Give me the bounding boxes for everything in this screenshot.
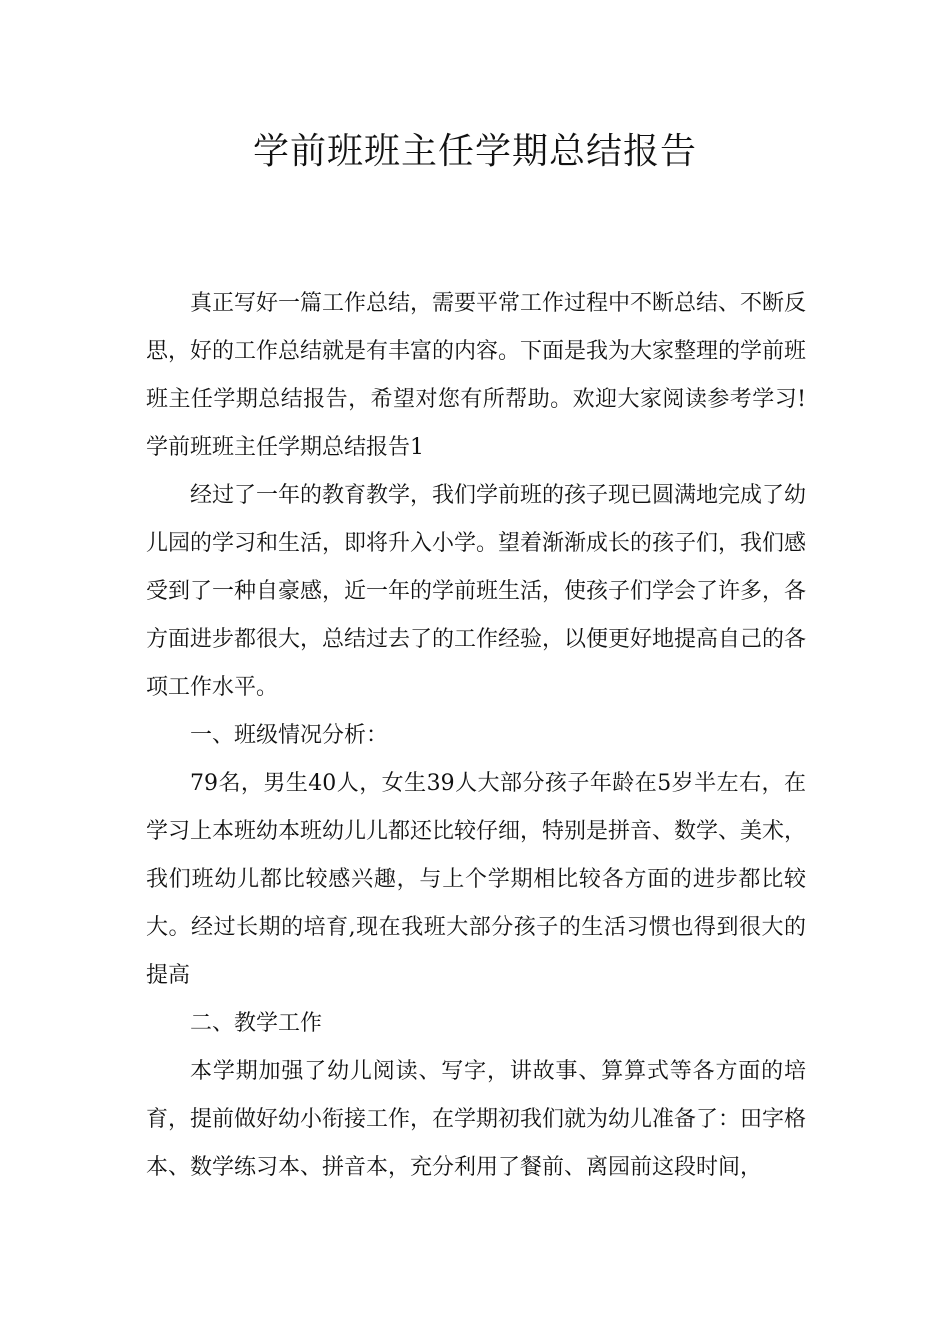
paragraph-intro: 真正写好一篇工作总结，需要平常工作过程中不断总结、不断反思，好的工作总结就是有丰富的内容。下面是我为大家整理的学前班班主任学期总结报告，希望对您有所帮助。欢迎大家阅读参考学习!学前班班主任学期总结报告1 — [146, 291, 807, 460]
paragraph-teaching-work: 本学期加强了幼儿阅读、写字，讲故事、算算式等各方面的培育，提前做好幼小衔接工作，在学期初我们就为幼儿准备了：田字格本、数学练习本、拼音本，充分利用了餐前、离园前这段时间， — [146, 1059, 807, 1180]
paragraph-overview: 经过了一年的教育教学，我们学前班的孩子现已圆满地完成了幼儿园的学习和生活，即将升入小学。望着渐渐成长的孩子们，我们感受到了一种自豪感，近一年的学前班生活，使孩子们学会了许多，各方面进步都很大，总结过去了的工作经验，以便更好地提高自己的各项工作水平。 — [146, 483, 807, 700]
section-heading-class-analysis: 一、班级情况分析： — [190, 723, 389, 748]
document-title: 学前班班主任学期总结报告 — [252, 131, 697, 172]
document-body — [146, 280, 806, 1192]
section-heading-teaching-work: 二、教学工作 — [190, 1011, 323, 1036]
paragraph-class-analysis: 79名，男生40人，女生39人大部分孩子年龄在5岁半左右，在学习上本班幼本班幼儿儿都还比较仔细，特别是拼音、数学、美术，我们班幼儿都比较感兴趣，与上个学期相比较各方面的进步都比较大。经过长期的培育,现在我班大部分孩子的生活习惯也得到很大的提高 — [146, 771, 807, 988]
